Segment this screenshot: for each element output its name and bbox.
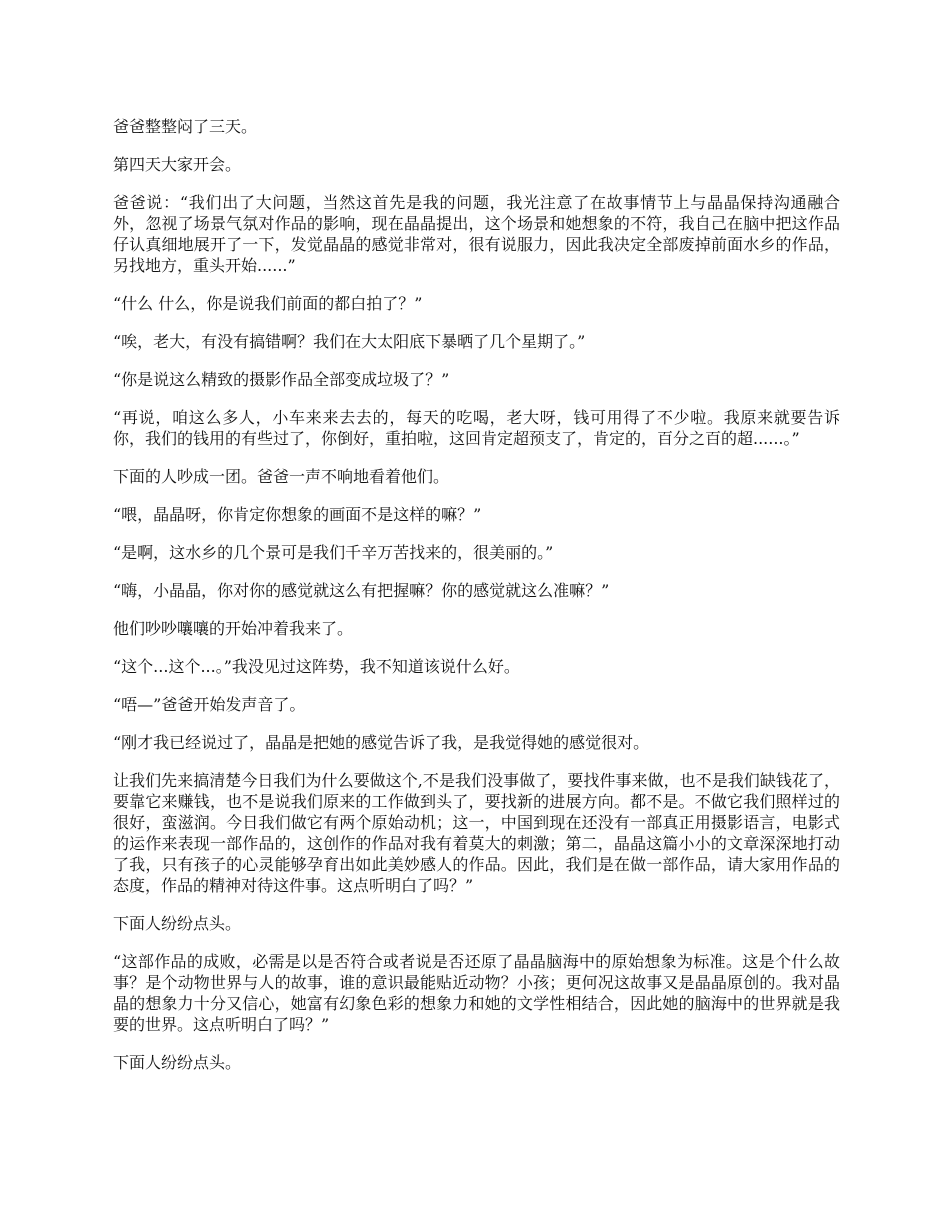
paragraph-18: “这部作品的成败，必需是以是否符合或者说是否还原了晶晶脑海中的原始想象为标准。这是个什么故事？是个动物世界与人的故事，谁的意识最能贴近动物？小孩；更何况这故事又是晶晶原创的。我对晶晶的想象力十分又信心，她富有幻象色彩的想象力和她的文学性相结合，因此她的脑海中的世界就是我要的世界。这点听明白了吗？” [113, 952, 840, 1034]
paragraph-5: “唉，老大，有没有搞错啊？我们在大太阳底下暴晒了几个星期了。” [113, 332, 586, 351]
paragraph-17: 下面人纷纷点头。 [113, 914, 242, 933]
paragraph-13: “这个...这个...。”我没见过这阵势，我不知道该说什么好。 [113, 657, 520, 676]
paragraph-16: 让我们先来搞清楚今日我们为什么要做这个,不是我们没事做了，要找件事来做，也不是我们缺钱花了，要靠它来赚钱，也不是说我们原来的工作做到头了，要找新的进展方向。都不是。不做它我们照样过的很好，蛮滋润。今日我们做它有两个原始动机；这一，中国到现在还没有一部真正用摄影语言，电影式的运作来表现一部作品的，这创作的作品对我有着莫大的刺激；第二，晶晶这篇小小的文章深深地打动了我，只有孩子的心灵能够孕育出如此美妙感人的作品。因此，我们是在做一部作品，请大家用作品的态度，作品的精神对待这件事。这点听明白了吗？” [113, 771, 840, 895]
paragraph-4: “什么 什么，你是说我们前面的都白拍了？” [113, 294, 423, 313]
paragraph-19: 下面人纷纷点头。 [113, 1053, 242, 1072]
paragraph-15: “刚才我已经说过了，晶晶是把她的感觉告诉了我，是我觉得她的感觉很对。 [113, 733, 650, 752]
paragraph-8: 下面的人吵成一团。爸爸一声不响地看着他们。 [113, 467, 450, 486]
paragraph-6: “你是说这么精致的摄影作品全部变成垃圾了？” [113, 370, 450, 389]
paragraph-10: “是啊，这水乡的几个景可是我们千辛万苦找来的，很美丽的。” [113, 543, 554, 562]
paragraph-2: 第四天大家开会。 [113, 155, 242, 174]
paragraph-11: “嗨，小晶晶，你对你的感觉就这么有把握嘛？你的感觉就这么准嘛？” [113, 581, 610, 600]
paragraph-14: “唔—”爸爸开始发声音了。 [113, 695, 306, 714]
paragraph-9: “喂，晶晶呀，你肯定你想象的画面不是这样的嘛？” [113, 505, 482, 524]
paragraph-3: 爸爸说：“我们出了大问题，当然这首先是我的问题，我光注意了在故事情节上与晶晶保持沟通融合外，忽视了场景气氛对作品的影响，现在晶晶提出，这个场景和她想象的不符，我自己在脑中把这作品仔认真细地展开了一下，发觉晶晶的感觉非常对，很有说服力，因此我决定全部废掉前面水乡的作品，另找地方，重头开始......” [113, 193, 840, 275]
paragraph-7: “再说，咱这么多人，小车来来去去的，每天的吃喝，老大呀，钱可用得了不少啦。我原来就要告诉你，我们的钱用的有些过了，你倒好，重拍啦，这回肯定超预支了，肯定的，百分之百的超......。” [113, 408, 840, 448]
paragraph-1: 爸爸整整闷了三天。 [113, 117, 258, 136]
paragraph-12: 他们吵吵嚷嚷的开始冲着我来了。 [113, 619, 354, 638]
document-body [113, 116, 840, 1090]
